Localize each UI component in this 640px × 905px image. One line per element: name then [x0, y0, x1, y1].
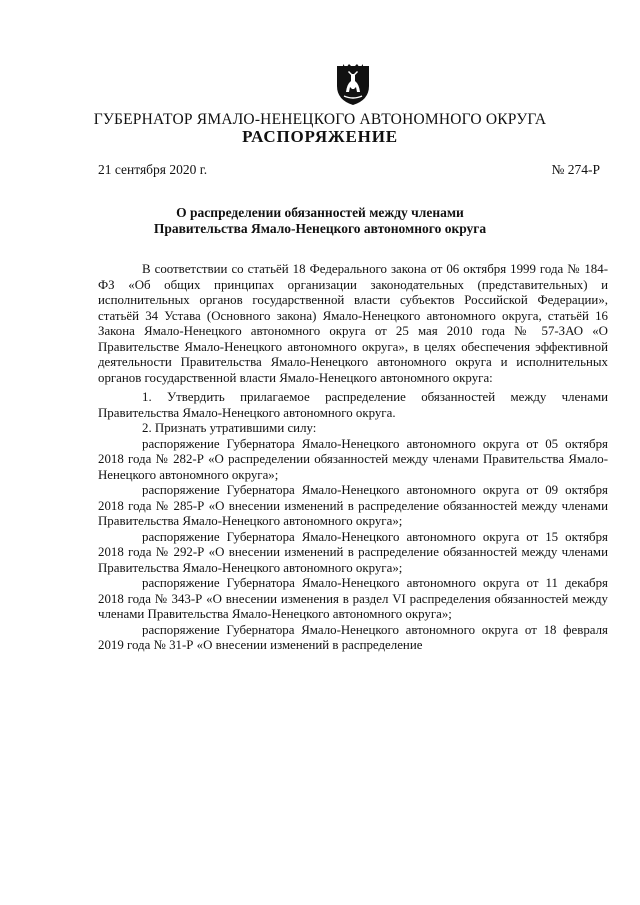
preamble-paragraph: В соответствии со статьёй 18 Федерального закона от 06 октября 1999 года № 184-ФЗ «Об общих принципах организации законодательных (представительных) и исполнительных органов государственной власти субъектов Российской Федерации», статьёй 34 Устава (Основного закона) Ямало-Ненецкого автономного округа, статьёй 16 Закона Ямало-Ненецкого автономного округа от 25 мая 2010 года № 57-ЗАО «О Правительстве Ямало-Ненецкого автономного округа», в целях обеспечения эффективной деятельности Правительства Ямало-Ненецкого автономного округа и исполнительных органов государственной власти Ямало-Ненецкого автономного округа: — [98, 262, 608, 385]
coat-of-arms-icon — [334, 62, 372, 106]
repeal-paragraph: распоряжение Губернатора Ямало-Ненецкого автономного округа от 15 октября 2018 года № 292-Р «О внесении изменений в распределение обязанностей между членами Правительства Ямало-Ненецкого автономного округа»; — [98, 529, 608, 575]
repeal-paragraph: распоряжение Губернатора Ямало-Ненецкого автономного округа от 18 февраля 2019 года № 31-Р «О внесении изменений в распределение — [98, 622, 608, 652]
document-title-line: Правительства Ямало-Ненецкого автономного округа — [153, 220, 487, 236]
document-title-line: О распределении обязанностей между членами — [176, 205, 464, 220]
repeal-paragraph: распоряжение Губернатора Ямало-Ненецкого автономного округа от 05 октября 2018 года № 282-Р «О распределении обязанностей между членами Правительства Ямало-Ненецкого автономного округа»; — [98, 436, 608, 482]
document-number: № 274-Р — [551, 162, 600, 177]
document-type: РАСПОРЯЖЕНИЕ — [242, 127, 398, 146]
repeal-paragraph: распоряжение Губернатора Ямало-Ненецкого автономного округа от 11 декабря 2018 года № 343-Р «О внесении изменения в раздел VI распределения обязанностей между членами Правительства Ямало-Ненецкого автономного округа»; — [98, 576, 608, 621]
item-paragraph: 1. Утвердить прилагаемое распределение обязанностей между членами Правительства Ямало-Ненецкого автономного округа. — [98, 390, 608, 420]
repeal-paragraph: распоряжение Губернатора Ямало-Ненецкого автономного округа от 09 октября 2018 года № 285-Р «О внесении изменений в распределение обязанностей между членами Правительства Ямало-Ненецкого автономного округа»; — [98, 483, 608, 528]
document-title — [0, 205, 640, 236]
item-paragraph: 2. Признать утратившими силу: — [142, 421, 317, 435]
document-body — [98, 262, 608, 654]
issuer-title: ГУБЕРНАТОР ЯМАЛО-НЕНЕЦКОГО АВТОНОМНОГО ОКРУГА — [93, 111, 547, 128]
document-date: 21 сентября 2020 г. — [98, 162, 208, 177]
